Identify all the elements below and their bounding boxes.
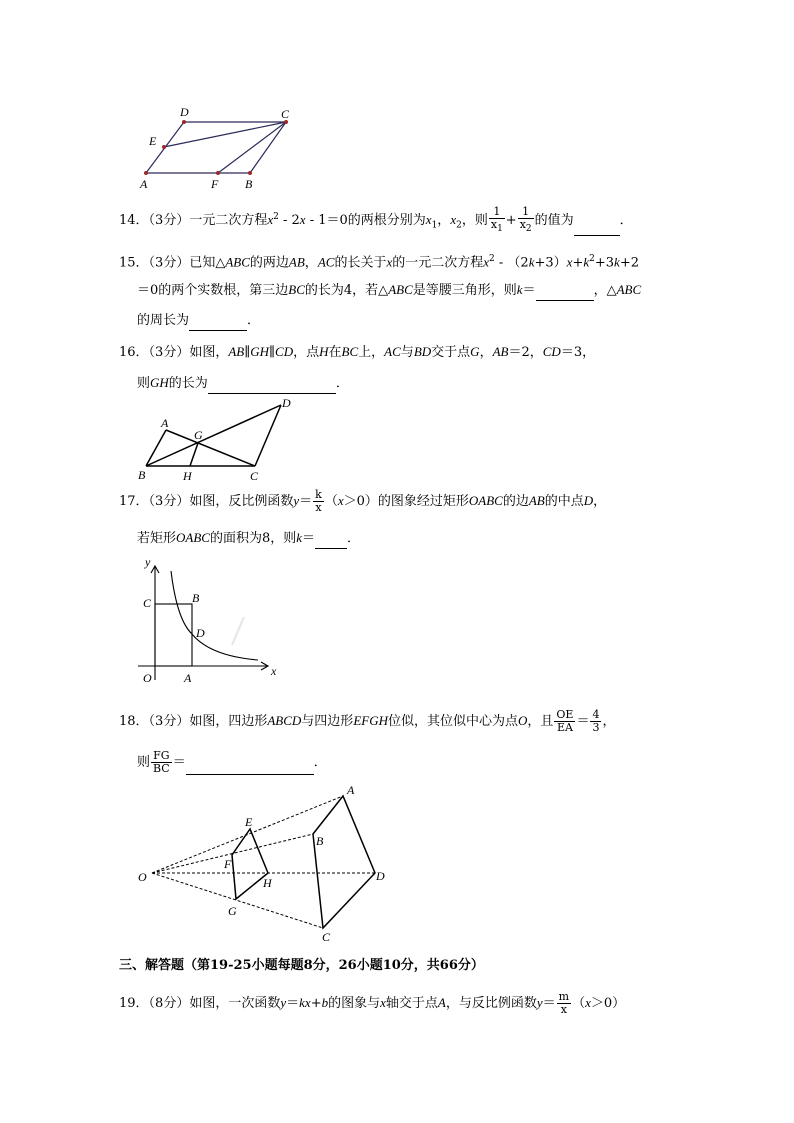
label-b: B — [245, 177, 253, 191]
label-a: A — [184, 671, 192, 685]
label-d: D — [180, 105, 189, 119]
question-15-line-3: 的周长为 ． — [137, 311, 260, 331]
label-h: H — [263, 876, 272, 890]
question-18-line-2: 则 $\frac{FG}{BC}$ ＝ ． — [137, 749, 327, 775]
label-c: C — [250, 469, 259, 483]
ray-oa — [152, 796, 343, 873]
question-19: 19．（8分）如图，一次函数y＝kx+b的图象与x轴交于点A，与反比例函数y＝ $\frac{m}{x}$ （x＞0） — [119, 990, 626, 1016]
quad-abcd — [313, 796, 375, 928]
label-h: H — [183, 469, 192, 483]
label-e: E — [245, 815, 253, 829]
label-b: B — [138, 468, 146, 482]
fraction-fg-over-bc: $\frac{FG}{BC}$ — [153, 749, 170, 775]
question-18-line-1: 18．（3分）如图，四边形ABCD与四边形EFGH位似，其位似中心为点O，且 $\frac{OE}{EA}$ ＝ $\frac{4}{3}$ ， — [119, 708, 616, 734]
fraction-1-over-x1: $\frac{1}{x_1}$ — [490, 205, 503, 235]
label-o: O — [143, 671, 152, 685]
question-16-line-2: 则GH的长为 ． — [137, 373, 349, 394]
fraction-oe-over-ea: $\frac{OE}{EA}$ — [556, 708, 574, 734]
label-c: C — [143, 596, 152, 610]
label-g: G — [194, 428, 203, 442]
label-o: O — [138, 870, 147, 884]
section-heading: 三、解答题（第19-25小题每题8分，26小题10分，共66分） — [119, 958, 484, 973]
label-y: y — [145, 555, 151, 569]
label-b: B — [192, 591, 200, 605]
label-f: F — [224, 857, 232, 871]
label-e: E — [149, 134, 157, 148]
question-17-line-2: 若矩形OABC的面积为8，则k＝ ． — [137, 528, 360, 549]
label-x: x — [271, 664, 277, 678]
question-15-line-1: 15．（3分）已知△ABC的两边AB，AC的长关于x的一元二次方程$x^2 - (2k+3)x+k^2+3k+2$ — [119, 254, 639, 271]
label-b: B — [316, 834, 324, 848]
label-d: D — [282, 396, 291, 410]
question-16-line-1: 16．（3分）如图，AB∥GH∥CD，点H在BC上，AC与BD交于点G，AB＝2，CD＝3， — [119, 344, 596, 360]
label-c: C — [281, 107, 290, 121]
label-g: G — [228, 904, 237, 918]
label-a: A — [161, 416, 169, 430]
label-c: C — [322, 930, 331, 944]
fraction-m-over-x: $\frac{m}{x}$ — [558, 990, 570, 1016]
fraction-k-over-x: $\frac{k}{x}$ — [315, 488, 322, 514]
label-a: A — [140, 177, 148, 191]
label-a: A — [347, 783, 355, 797]
question-14: 14．（3分）一元二次方程$x^2 - 2x - 1=0$的两根分别为$x_1$，$x_2$，则 $\frac{1}{x_1}$ + $\frac{1}{x_2}$ 的值为 ． — [119, 205, 633, 235]
question-17-line-1: 17．（3分）如图，反比例函数y＝ $\frac{k}{x}$ （x＞0）的图象经过矩形OABC的边AB的中点D， — [119, 488, 607, 514]
fraction-4-over-3: $\frac{4}{3}$ — [592, 708, 600, 734]
ray-oc — [152, 873, 323, 928]
label-d: D — [196, 626, 205, 640]
label-f: F — [211, 177, 219, 191]
fraction-1-over-x2: $\frac{1}{x_2}$ — [519, 205, 532, 235]
label-d: D — [376, 869, 385, 883]
question-15-line-2: ＝0的两个实数根，第三边BC的长为4，若△ABC是等腰三角形，则k＝ ，△ABC — [137, 280, 641, 301]
